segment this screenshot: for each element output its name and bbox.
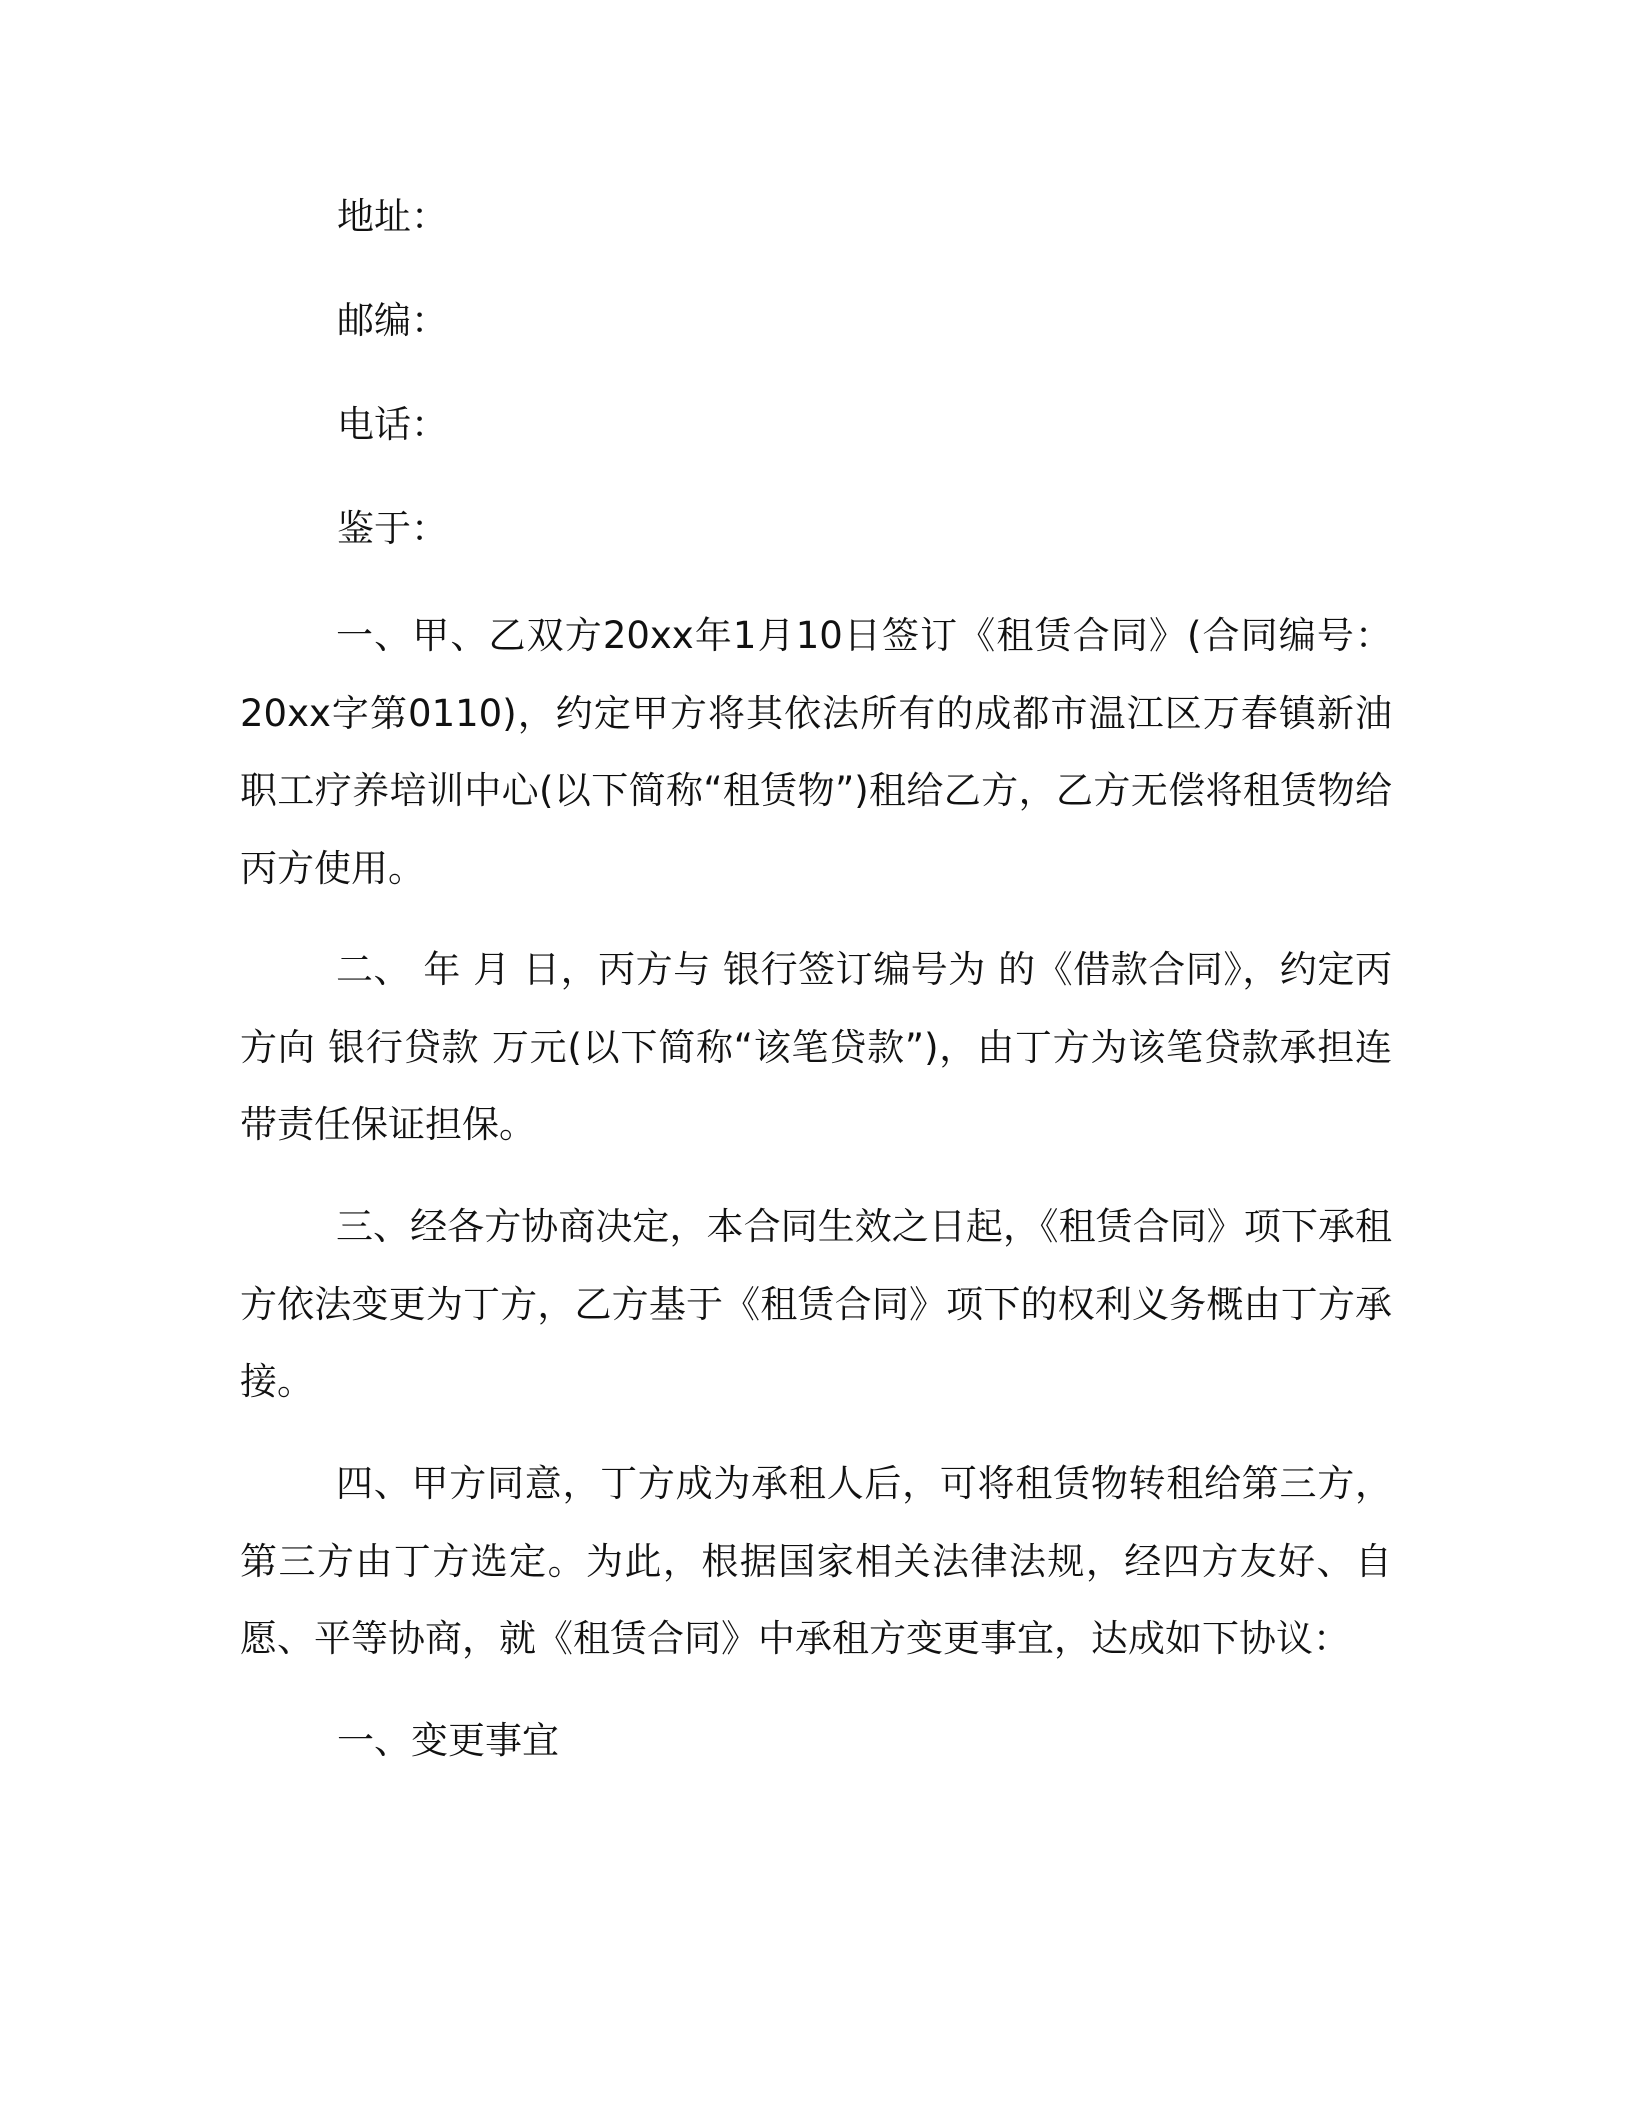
clause-paragraph-2: 二、 年 月 日，丙方与 银行签订编号为 的《借款合同》，约定丙方向 银行贷款 万元(以下简称“该笔贷款”)，由丁方为该笔贷款承担连带责任保证担保。 <box>240 948 1392 1146</box>
clause-paragraph-4: 四、甲方同意，丁方成为承租人后，可将租赁物转租给第三方，第三方由丁方选定。为此，根据国家相关法律法规，经四方友好、自愿、平等协商，就《租赁合同》中承租方变更事宜，达成如下协议： <box>240 1462 1392 1660</box>
address-field-label: 地址： <box>337 195 448 238</box>
clause-paragraph-1: 一、甲、乙双方20xx年1月10日签订《租赁合同》(合同编号：20xx字第0110)，约定甲方将其依法所有的成都市温江区万春镇新油职工疗养培训中心(以下简称“租赁物”)租给乙方，乙方无偿将租赁物给丙方使用。 <box>240 614 1392 890</box>
postcode-field-label: 邮编： <box>337 299 448 342</box>
whereas-label: 鉴于： <box>337 507 448 550</box>
clause-paragraph-3: 三、经各方协商决定，本合同生效之日起，《租赁合同》项下承租方依法变更为丁方，乙方基于《租赁合同》项下的权利义务概由丁方承接。 <box>240 1205 1392 1403</box>
phone-field-label: 电话： <box>337 403 448 446</box>
section-heading: 一、变更事宜 <box>337 1719 559 1762</box>
